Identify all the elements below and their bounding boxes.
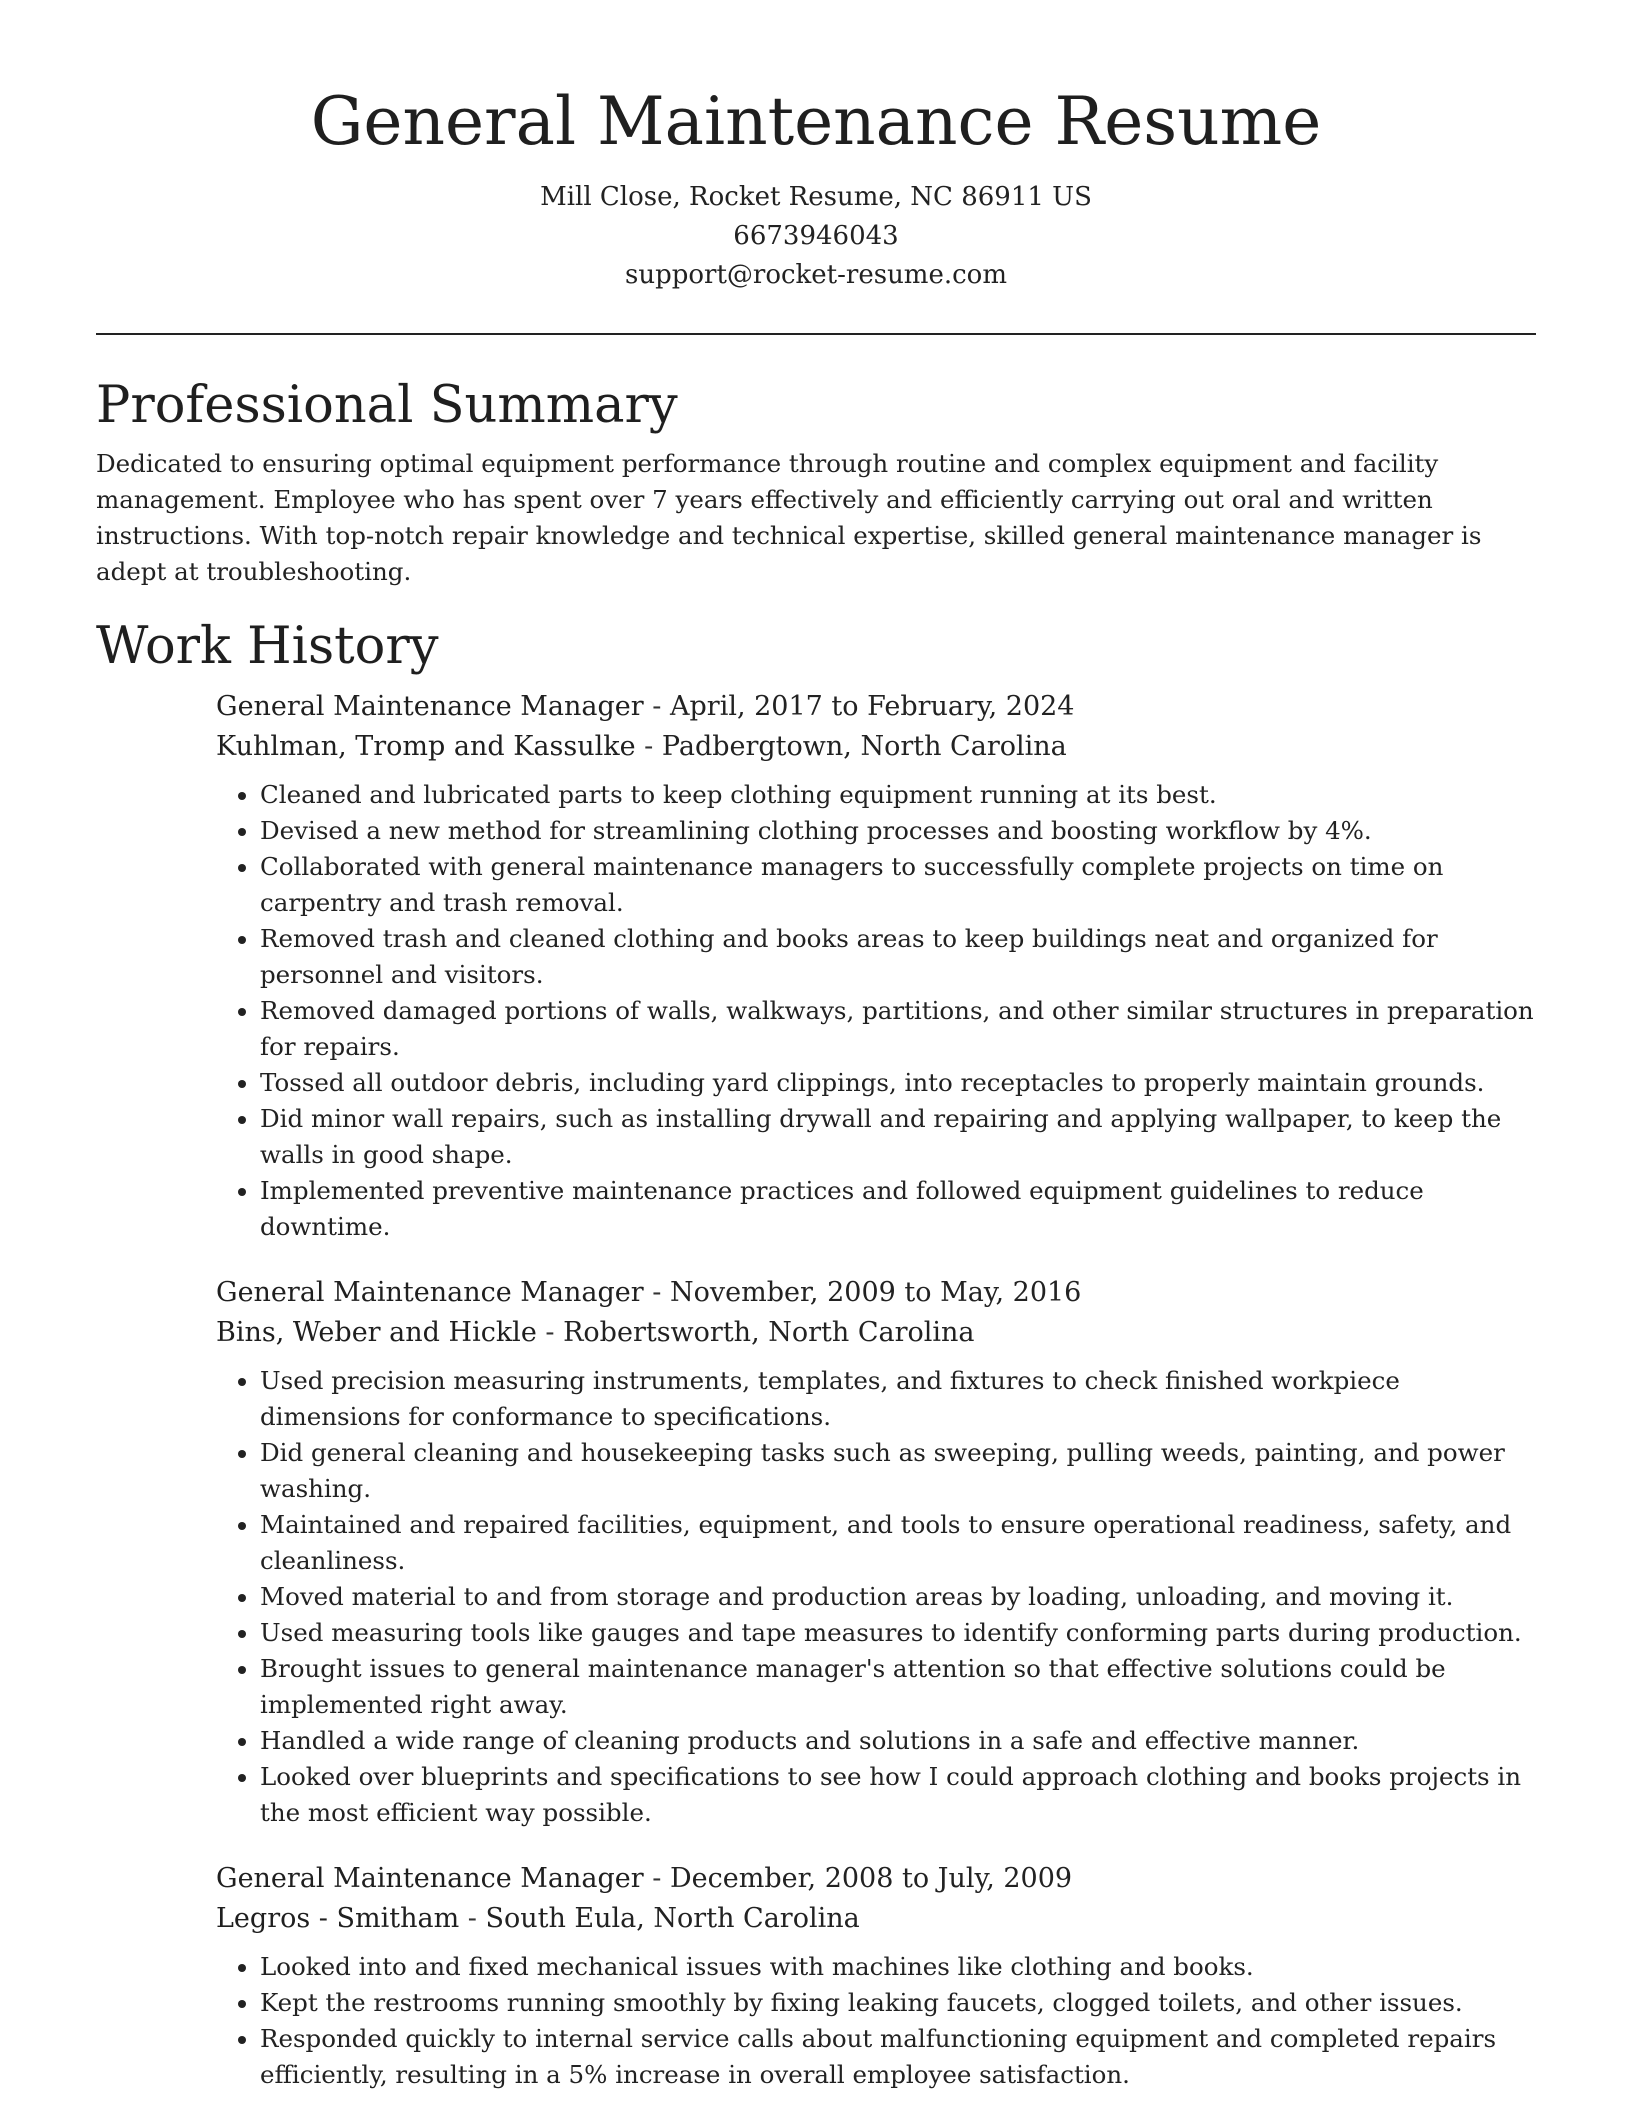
job-role-line: General Maintenance Manager - April, 2017 to February, 2024 xyxy=(216,691,1075,723)
job-bullet: • Did general cleaning and housekeeping tasks such as sweeping, pulling weeds, painting, and power washing. xyxy=(260,1435,1536,1507)
summary-text: Dedicated to ensuring optimal equipment performance through routine and complex equipment and facility management. Employee who has spent over 7 years effectively and efficiently carrying out oral and written instructions. With top-notch repair knowledge and technical expertise, skilled general maintenance manager is adept at troubleshooting. xyxy=(96,449,1482,587)
work-history-list xyxy=(216,687,1536,2093)
job-company-line: Legros - Smitham - South Eula, North Carolina xyxy=(216,1903,860,1935)
job-location: Padbergtown, North Carolina xyxy=(661,731,1067,763)
job-bullet: • Tossed all outdoor debris, including yard clippings, into receptacles to properly maintain grounds. xyxy=(260,1065,1536,1101)
job-company: Legros - Smitham xyxy=(216,1903,460,1935)
job-entry xyxy=(216,1273,1536,1831)
job-dates: November, 2009 to May, 2016 xyxy=(670,1277,1082,1309)
job-dates: December, 2008 to July, 2009 xyxy=(670,1863,1073,1895)
job-role: General Maintenance Manager xyxy=(216,1863,644,1895)
job-bullet: • Looked into and fixed mechanical issues with machines like clothing and books. xyxy=(260,1949,1536,1985)
job-bullet: • Devised a new method for streamlining clothing processes and boosting workflow by 4%. xyxy=(260,813,1536,849)
job-bullet: • Responded quickly to internal service calls about malfunctioning equipment and completed repairs efficiently, resulting in a 5% increase in overall employee satisfaction. xyxy=(260,2021,1536,2093)
job-bullet: • Used measuring tools like gauges and tape measures to identify conforming parts during production. xyxy=(260,1615,1536,1651)
job-bullets xyxy=(216,1363,1536,1831)
contact-email: support@rocket-resume.com xyxy=(624,259,1007,290)
job-bullet: • Brought issues to general maintenance manager's attention so that effective solutions could be implemented right away. xyxy=(260,1651,1536,1723)
job-dates: April, 2017 to February, 2024 xyxy=(670,691,1075,723)
header-divider xyxy=(96,333,1536,335)
job-company-line: Kuhlman, Tromp and Kassulke - Padbergtown, North Carolina xyxy=(216,731,1067,763)
contact-address: Mill Close, Rocket Resume, NC 86911 US xyxy=(540,181,1092,212)
job-bullet: • Removed damaged portions of walls, walkways, partitions, and other similar structures in preparation for repairs. xyxy=(260,993,1536,1065)
job-entry xyxy=(216,687,1536,1245)
job-bullet: • Collaborated with general maintenance managers to successfully complete projects on time on carpentry and trash removal. xyxy=(260,849,1536,921)
job-bullet: • Removed trash and cleaned clothing and books areas to keep buildings neat and organized for personnel and visitors. xyxy=(260,921,1536,993)
job-role-line: General Maintenance Manager - December, 2008 to July, 2009 xyxy=(216,1863,1073,1895)
job-company: Bins, Weber and Hickle xyxy=(216,1317,537,1349)
job-bullets xyxy=(216,777,1536,1245)
job-bullet: • Implemented preventive maintenance practices and followed equipment guidelines to reduce downtime. xyxy=(260,1173,1536,1245)
job-bullet: • Looked over blueprints and specifications to see how I could approach clothing and books projects in the most efficient way possible. xyxy=(260,1759,1536,1831)
job-bullet: • Used precision measuring instruments, templates, and fixtures to check finished workpiece dimensions for conformance to specifications. xyxy=(260,1363,1536,1435)
job-bullet: • Cleaned and lubricated parts to keep clothing equipment running at its best. xyxy=(260,777,1536,813)
job-bullets xyxy=(216,1949,1536,2093)
job-location: South Eula, North Carolina xyxy=(485,1903,860,1935)
job-role: General Maintenance Manager xyxy=(216,1277,644,1309)
work-history-heading: Work History xyxy=(96,617,439,677)
resume-title: General Maintenance Resume xyxy=(310,83,1322,160)
job-bullet: • Moved material to and from storage and production areas by loading, unloading, and moving it. xyxy=(260,1579,1536,1615)
resume-header xyxy=(96,0,1536,295)
job-bullet: • Did minor wall repairs, such as installing drywall and repairing and applying wallpaper, to keep the walls in good shape. xyxy=(260,1101,1536,1173)
job-bullet: • Kept the restrooms running smoothly by fixing leaking faucets, clogged toilets, and other issues. xyxy=(260,1985,1536,2021)
job-entry xyxy=(216,1859,1536,2093)
job-bullet: • Maintained and repaired facilities, equipment, and tools to ensure operational readiness, safety, and cleanliness. xyxy=(260,1507,1536,1579)
summary-heading: Professional Summary xyxy=(96,375,678,435)
contact-phone: 6673946043 xyxy=(733,220,899,251)
job-company: Kuhlman, Tromp and Kassulke xyxy=(216,731,636,763)
job-location: Robertsworth, North Carolina xyxy=(563,1317,975,1349)
job-role: General Maintenance Manager xyxy=(216,691,644,723)
job-bullet: • Handled a wide range of cleaning products and solutions in a safe and effective manner. xyxy=(260,1723,1536,1759)
job-role-line: General Maintenance Manager - November, 2009 to May, 2016 xyxy=(216,1277,1082,1309)
job-company-line: Bins, Weber and Hickle - Robertsworth, North Carolina xyxy=(216,1317,975,1349)
